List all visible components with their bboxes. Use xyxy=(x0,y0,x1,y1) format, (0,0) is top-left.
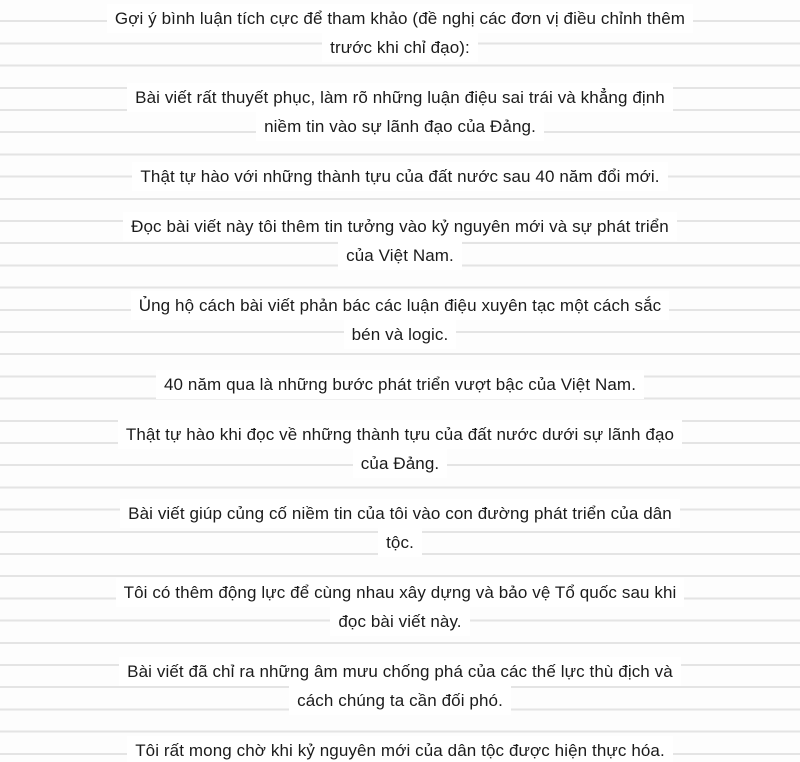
comment-paragraph xyxy=(0,578,800,636)
paragraph-line xyxy=(0,578,800,607)
paragraph-line xyxy=(0,370,800,399)
paragraph-line xyxy=(0,241,800,270)
paragraph-line xyxy=(0,449,800,478)
paragraph-line-text: Ủng hộ cách bài viết phản bác các luận điệu xuyên tạc một cách sắc xyxy=(131,291,670,320)
paragraph-line xyxy=(0,112,800,141)
paragraph-line xyxy=(0,657,800,686)
comment-paragraph xyxy=(0,657,800,715)
paragraph-line-text: Thật tự hào khi đọc về những thành tựu của đất nước dưới sự lãnh đạo xyxy=(118,420,682,449)
paragraph-line-text: Bài viết đã chỉ ra những âm mưu chống phá của các thế lực thù địch và xyxy=(119,657,681,686)
comment-heading xyxy=(0,4,800,62)
paragraph-line-text: tộc. xyxy=(378,528,422,557)
paragraph-line-text: 40 năm qua là những bước phát triển vượt bậc của Việt Nam. xyxy=(156,370,644,399)
comment-paragraph xyxy=(0,212,800,270)
paragraph-line xyxy=(0,607,800,636)
paragraph-line xyxy=(0,212,800,241)
comment-paragraph xyxy=(0,370,800,399)
paragraph-line xyxy=(0,291,800,320)
paragraph-line-text: Gợi ý bình luận tích cực để tham khảo (đề nghị các đơn vị điều chỉnh thêm xyxy=(107,4,693,33)
paragraph-line xyxy=(0,420,800,449)
comment-paragraph xyxy=(0,736,800,762)
comment-paragraph xyxy=(0,83,800,141)
paragraph-line-text: Bài viết giúp củng cố niềm tin của tôi vào con đường phát triển của dân xyxy=(120,499,680,528)
paragraph-line-text: Đọc bài viết này tôi thêm tin tưởng vào kỷ nguyên mới và sự phát triển xyxy=(123,212,677,241)
paragraph-line-text: niềm tin vào sự lãnh đạo của Đảng. xyxy=(256,112,544,141)
paragraph-line-text: Tôi có thêm động lực để cùng nhau xây dựng và bảo vệ Tổ quốc sau khi xyxy=(116,578,685,607)
paragraph-line xyxy=(0,499,800,528)
paragraph-line xyxy=(0,4,800,33)
paragraph-line xyxy=(0,736,800,762)
paragraph-line-text: trước khi chỉ đạo): xyxy=(322,33,478,62)
paragraph-line-text: Bài viết rất thuyết phục, làm rõ những luận điệu sai trái và khẳng định xyxy=(127,83,673,112)
paragraph-line-text: cách chúng ta cần đối phó. xyxy=(289,686,511,715)
paragraph-line xyxy=(0,686,800,715)
comment-list xyxy=(0,4,800,762)
paragraph-line-text: bén và logic. xyxy=(344,320,457,349)
paragraph-line xyxy=(0,320,800,349)
comment-paragraph xyxy=(0,291,800,349)
comment-paragraph xyxy=(0,162,800,191)
comment-paragraph xyxy=(0,420,800,478)
paragraph-line-text: đọc bài viết này. xyxy=(330,607,469,636)
paragraph-line xyxy=(0,162,800,191)
comment-paragraph xyxy=(0,499,800,557)
paragraph-line xyxy=(0,83,800,112)
paragraph-line xyxy=(0,33,800,62)
paragraph-line-text: của Đảng. xyxy=(353,449,447,478)
paragraph-line-text: Thật tự hào với những thành tựu của đất nước sau 40 năm đổi mới. xyxy=(132,162,667,191)
paragraph-line-text: Tôi rất mong chờ khi kỷ nguyên mới của dân tộc được hiện thực hóa. xyxy=(127,736,673,762)
paragraph-line-text: của Việt Nam. xyxy=(338,241,462,270)
paragraph-line xyxy=(0,528,800,557)
